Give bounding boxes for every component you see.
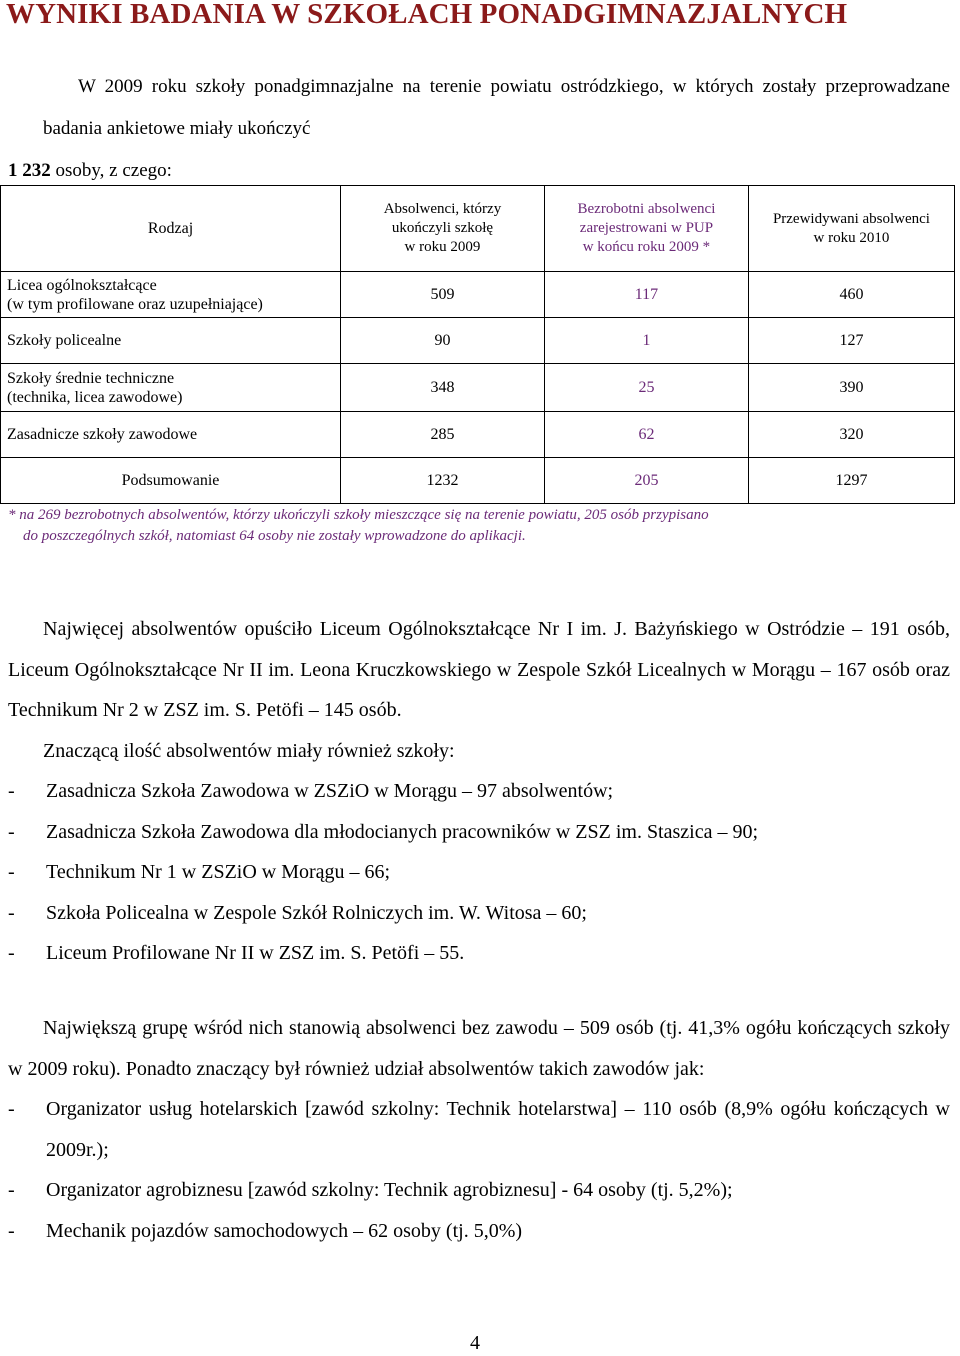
dash-bullet: - — [8, 780, 15, 802]
cell-bezrobotni: 117 — [544, 272, 748, 318]
table-footnote — [8, 505, 950, 547]
list-item — [8, 1170, 950, 1211]
row-label: Szkoły policealne — [1, 318, 341, 364]
page-title: WYNIKI BADANIA W SZKOŁACH PONADGIMNAZJALNYCH — [6, 0, 848, 30]
intro-text-part2: osoby, z czego: — [50, 160, 172, 181]
list-item — [8, 771, 950, 812]
dash-bullet: - — [8, 861, 15, 883]
cell-bezrobotni: 25 — [544, 364, 748, 412]
list-item-text: Zasadnicza Szkoła Zawodowa dla młodocianych pracowników w ZSZ im. Staszica – 90; — [46, 820, 759, 843]
header-absolwenci — [340, 186, 544, 272]
section-top-schools — [8, 609, 950, 974]
intro-total-count: 1 232 — [8, 160, 51, 181]
header-bezrobotni-line2: zarejestrowani w PUP — [579, 220, 714, 236]
dash-bullet: - — [8, 942, 15, 964]
list-item-text: Organizator usług hotelarskich [zawód szkolny: Technik hotelarstwa] – 110 osób (8,9% ogółu kończących w 2009r.); — [46, 1098, 950, 1161]
table-row — [1, 318, 955, 364]
list-item — [8, 812, 950, 853]
dash-bullet: - — [8, 1098, 15, 1120]
list-item-text: Szkoła Policealna w Zespole Szkół Rolniczych im. W. Witosa – 60; — [46, 901, 587, 924]
footnote-line1: * na 269 bezrobotnych absolwentów, którzy ukończyli szkoły mieszczące się na terenie powiatu, 205 osób przypisano — [8, 507, 709, 523]
dash-bullet: - — [8, 901, 15, 924]
cell-bezrobotni: 1 — [544, 318, 748, 364]
header-bezrobotni-line1: Bezrobotni absolwenci — [577, 201, 716, 217]
list-item — [8, 893, 950, 934]
row-label-line2: (w tym profilowane oraz uzupełniające) — [7, 295, 263, 313]
notable-schools-lead: Znaczącą ilość absolwentów miały również szkoły: — [43, 739, 455, 762]
header-absolwenci-line3: w roku 2009 — [404, 239, 481, 255]
header-bezrobotni-line3: w końcu roku 2009 * — [582, 239, 711, 255]
cell-bezrobotni: 62 — [544, 412, 748, 458]
row-label-line1: Licea ogólnokształcące — [7, 276, 157, 294]
summary-bezrobotni: 205 — [544, 458, 748, 504]
intro-text-part1: W 2009 roku szkoły ponadgimnazjalne na terenie powiatu ostródzkiego, w których zostały przeprowadzane badania ankietowe miały ukończyć — [43, 76, 950, 139]
cell-absolwenci: 348 — [340, 364, 544, 412]
list-item — [8, 852, 950, 893]
list-item — [8, 933, 950, 974]
row-label-line1: Szkoły średnie techniczne — [7, 369, 175, 387]
cell-przewidywani: 460 — [748, 272, 954, 318]
results-table — [0, 185, 955, 504]
list-item — [8, 1089, 950, 1170]
top-schools-paragraph: Najwięcej absolwentów opuściło Liceum Ogólnokształcące Nr I im. J. Bażyńskiego w Ostródzie – 191 osób, Liceum Ogólnokształcące Nr II im. Leona Kruczkowskiego w Zespole Szkół Licealnych w Morągu – 167 osób oraz Technikum Nr 2 w ZSZ im. S. Petöfi – 145 osób. — [8, 618, 950, 721]
header-absolwenci-line1: Absolwenci, którzy — [383, 201, 502, 217]
cell-przewidywani: 320 — [748, 412, 954, 458]
table-row — [1, 272, 955, 318]
header-przewidywani — [748, 186, 954, 272]
list-item-text: Liceum Profilowane Nr II w ZSZ im. S. Petöfi – 55. — [46, 942, 465, 964]
table-header-row — [1, 186, 955, 272]
cell-absolwenci: 285 — [340, 412, 544, 458]
table-row — [1, 364, 955, 412]
cell-absolwenci: 90 — [340, 318, 544, 364]
cell-przewidywani: 390 — [748, 364, 954, 412]
table-row — [1, 412, 955, 458]
table-summary-row — [1, 458, 955, 504]
header-przewidywani-line1: Przewidywani absolwenci — [772, 210, 930, 227]
page-number: 4 — [470, 1332, 480, 1354]
header-absolwenci-line2: ukończyli szkołę — [391, 220, 494, 236]
professions-list — [8, 1089, 950, 1251]
dash-bullet: - — [8, 1179, 15, 1201]
cell-absolwenci: 509 — [340, 272, 544, 318]
header-bezrobotni — [544, 186, 748, 272]
cell-przewidywani: 127 — [748, 318, 954, 364]
list-item-text: Zasadnicza Szkoła Zawodowa w ZSZiO w Morągu – 97 absolwentów; — [46, 780, 614, 802]
row-label — [1, 364, 341, 412]
summary-przewidywani: 1297 — [748, 458, 954, 504]
professions-paragraph: Największą grupę wśród nich stanowią absolwenci bez zawodu – 509 osób (tj. 41,3% ogółu kończących szkoły w 2009 roku). Ponadto znaczący był również udział absolwentów takich zawodów jak: — [8, 1017, 950, 1080]
dash-bullet: - — [8, 1219, 15, 1242]
footnote-line2: do poszczególnych szkół, natomiast 64 osoby nie zostały wprowadzone do aplikacji. — [23, 528, 526, 544]
header-rodzaj — [1, 186, 341, 272]
dash-bullet: - — [8, 820, 15, 843]
summary-label: Podsumowanie — [1, 458, 341, 504]
intro-paragraph — [8, 66, 950, 192]
header-przewidywani-line2: w roku 2010 — [813, 229, 890, 246]
row-label — [1, 272, 341, 318]
row-label-line2: (technika, licea zawodowe) — [7, 388, 183, 406]
header-rodzaj-label: Rodzaj — [147, 220, 194, 237]
section-professions — [8, 1008, 950, 1251]
notable-schools-list — [8, 771, 950, 974]
list-item-text: Mechanik pojazdów samochodowych – 62 osoby (tj. 5,0%) — [46, 1219, 523, 1242]
list-item — [8, 1211, 950, 1252]
list-item-text: Technikum Nr 1 w ZSZiO w Morągu – 66; — [46, 861, 391, 883]
summary-absolwenci: 1232 — [340, 458, 544, 504]
list-item-text: Organizator agrobiznesu [zawód szkolny: Technik agrobiznesu] - 64 osoby (tj. 5,2%); — [46, 1179, 733, 1201]
row-label: Zasadnicze szkoły zawodowe — [1, 412, 341, 458]
